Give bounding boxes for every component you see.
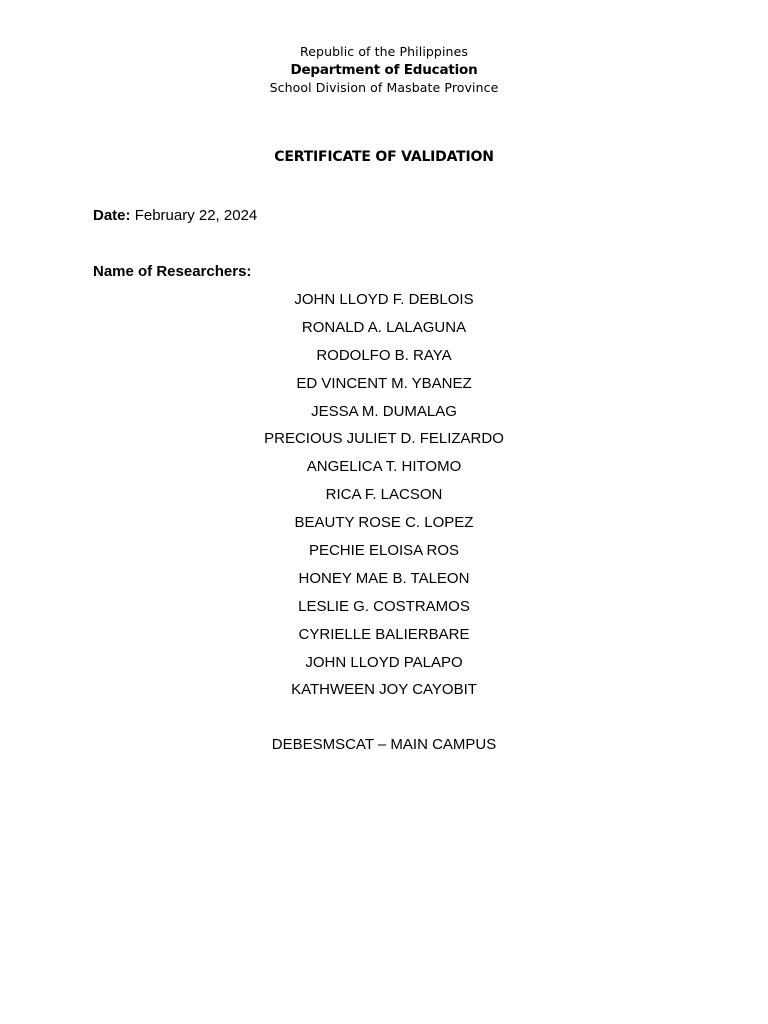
date-line [93,207,257,224]
researcher-name: ED VINCENT M. YBANEZ [296,374,472,392]
researcher-name: JOHN LLOYD PALAPO [305,653,463,671]
researcher-name: JOHN LLOYD F. DEBLOIS [294,291,474,308]
header-republic: Republic of the Philippines [300,44,468,59]
date-label: Date: [93,207,131,224]
researcher-name: JESSA M. DUMALAG [311,402,457,420]
header-division: School Division of Masbate Province [269,80,499,95]
date-value: February 22, 2024 [134,207,258,224]
researcher-name: LESLIE G. COSTRAMOS [298,597,470,615]
researcher-name: RONALD A. LALAGUNA [301,318,467,336]
researcher-name: KATHWEEN JOY CAYOBIT [291,681,477,699]
researcher-name: ANGELICA T. HITOMO [306,458,462,476]
researcher-name: CYRIELLE BALIERBARE [298,625,470,643]
certificate-title: CERTIFICATE OF VALIDATION [274,149,494,165]
researcher-name: BEAUTY ROSE C. LOPEZ [294,514,474,532]
researchers-label: Name of Researchers: [93,263,252,280]
researcher-name: RODOLFO B. RAYA [316,346,452,364]
researchers-list [0,290,768,708]
researcher-name: HONEY MAE B. TALEON [298,569,470,587]
researcher-name: PRECIOUS JULIET D. FELIZARDO [264,430,504,448]
campus-name: DEBESMSCAT – MAIN CAMPUS [271,736,497,753]
researcher-name: PECHIE ELOISA ROS [308,542,460,560]
researcher-name: RICA F. LACSON [325,486,443,504]
header-department: Department of Education [290,62,478,78]
